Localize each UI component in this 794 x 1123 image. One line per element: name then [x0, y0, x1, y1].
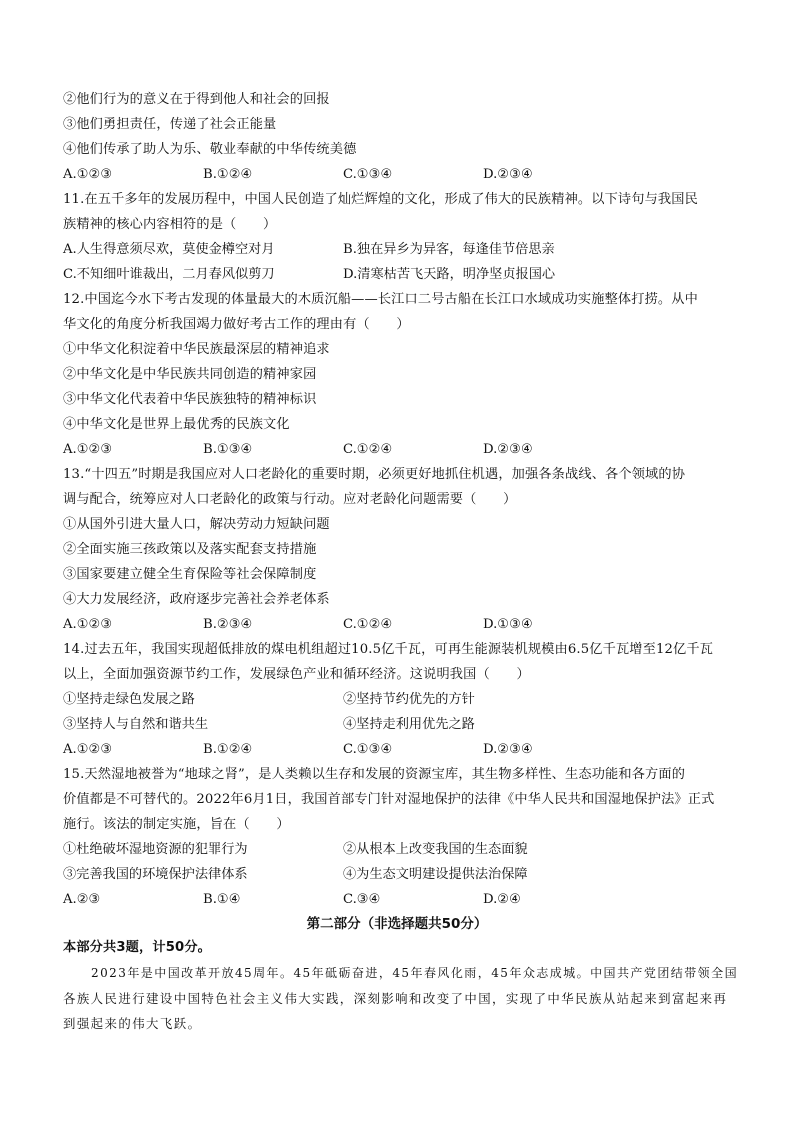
- q11-option-b: B.独在异乡为异客，每逢佳节倍思亲: [343, 242, 555, 257]
- q13-stem-line-2: 调与配合，统筹应对人口老龄化的政策与行动。应对老龄化问题需要（ ）: [63, 492, 517, 507]
- q10-item-4: ④他们传承了助人为乐、敬业奉献的中华传统美德: [63, 142, 357, 157]
- q14-option-c: C.①③④: [343, 742, 393, 757]
- q11-stem-line-2: 族精神的核心内容相符的是（ ）: [63, 217, 277, 232]
- q14-item-4: ④坚持走利用优先之路: [343, 717, 475, 732]
- q11-stem-line-1: 11.在五千多年的发展历程中，中国人民创造了灿烂辉煌的文化，形成了伟大的民族精神。以下诗句与我国民: [63, 192, 698, 207]
- q14-item-2: ②坚持节约优先的方针: [343, 692, 475, 707]
- q15-item-4: ④为生态文明建设提供法治保障: [343, 867, 528, 882]
- q11-option-a: A.人生得意须尽欢，莫使金樽空对月: [63, 242, 275, 257]
- q15-option-d: D.②④: [483, 892, 521, 907]
- q13-item-3: ③国家要建立健全生育保险等社会保障制度: [63, 567, 317, 582]
- q13-item-4: ④大力发展经济，政府逐步完善社会养老体系: [63, 592, 330, 607]
- q13-option-b: B.②③④: [203, 617, 253, 632]
- q12-option-d: D.②③④: [483, 442, 533, 457]
- q14-option-d: D.②③④: [483, 742, 533, 757]
- q15-item-2: ②从根本上改变我国的生态面貌: [343, 842, 528, 857]
- q13-item-2: ②全面实施三孩政策以及落实配套支持措施: [63, 542, 317, 557]
- q12-item-1: ①中华文化积淀着中华民族最深层的精神追求: [63, 342, 330, 357]
- q10-option-b: B.①②④: [203, 167, 253, 182]
- q12-option-a: A.①②③: [63, 442, 113, 457]
- q12-option-c: C.①②④: [343, 442, 393, 457]
- q14-item-1: ①坚持走绿色发展之路: [63, 692, 195, 707]
- q15-item-3: ③完善我国的环境保护法律体系: [63, 867, 248, 882]
- material-line-1: 2023年是中国改革开放45周年。45年砥砺奋进，45年春风化雨，45年众志成城。中国共产党团结带领全国: [91, 966, 739, 980]
- q14-option-b: B.①②④: [203, 742, 253, 757]
- q12-option-b: B.①③④: [203, 442, 253, 457]
- q14-stem-line-1: 14.过去五年，我国实现超低排放的煤电机组超过10.5亿千瓦，可再生能源装机规模由6.5亿千瓦增至12亿千瓦: [63, 642, 714, 657]
- q12-item-3: ③中华文化代表着中华民族独特的精神标识: [63, 392, 317, 407]
- q13-option-d: D.①③④: [483, 617, 533, 632]
- q15-stem-line-2: 价值都是不可替代的。2022年6月1日，我国首部专门针对湿地保护的法律《中华人民共和国湿地保护法》正式: [63, 792, 715, 807]
- material-line-3: 到强起来的伟大飞跃。: [63, 1016, 202, 1031]
- q13-option-c: C.①②④: [343, 617, 393, 632]
- q13-stem-line-1: 13.“十四五”时期是我国应对人口老龄化的重要时期，必须更好地抓住机遇，加强各条战线、各个领域的协: [63, 467, 686, 482]
- q12-item-4: ④中华文化是世界上最优秀的民族文化: [63, 417, 290, 432]
- q15-option-b: B.①④: [203, 892, 241, 907]
- part2-intro: 本部分共3题，计50分。: [63, 940, 212, 955]
- q14-option-a: A.①②③: [63, 742, 113, 757]
- q10-option-a: A.①②③: [63, 167, 113, 182]
- q10-option-d: D.②③④: [483, 167, 533, 182]
- q15-stem-line-3: 施行。该法的制定实施，旨在（ ）: [63, 817, 290, 832]
- q11-option-c: C.不知细叶谁裁出，二月春风似剪刀: [63, 267, 275, 282]
- q13-item-1: ①从国外引进大量人口，解决劳动力短缺问题: [63, 517, 330, 532]
- q10-item-3: ③他们勇担责任，传递了社会正能量: [63, 117, 277, 132]
- q12-stem-line-1: 12.中国迄今水下考古发现的体量最大的木质沉船——长江口二号古船在长江口水域成功实施整体打捞。从中: [63, 292, 698, 307]
- q15-item-1: ①杜绝破坏湿地资源的犯罪行为: [63, 842, 248, 857]
- q14-stem-line-2: 以上，全面加强资源节约工作，发展绿色产业和循环经济。这说明我国（ ）: [63, 667, 530, 682]
- q12-stem-line-2: 华文化的角度分析我国竭力做好考古工作的理由有（ ）: [63, 317, 410, 332]
- q10-item-2: ②他们行为的意义在于得到他人和社会的回报: [63, 92, 330, 107]
- q15-option-a: A.②③: [63, 892, 101, 907]
- q15-option-c: C.③④: [343, 892, 381, 907]
- q10-option-c: C.①③④: [343, 167, 393, 182]
- q11-option-d: D.清寒枯苦飞天路，明净坚贞报国心: [343, 267, 556, 282]
- q14-item-3: ③坚持人与自然和谐共生: [63, 717, 209, 732]
- material-line-2: 各族人民进行建设中国特色社会主义伟大实践，深刻影响和改变了中国，实现了中华民族从站起来到富起来再: [63, 991, 728, 1006]
- q13-option-a: A.①②③: [63, 617, 113, 632]
- q15-stem-line-1: 15.天然湿地被誉为“地球之肾”，是人类赖以生存和发展的资源宝库，其生物多样性、生态功能和各方面的: [63, 767, 686, 782]
- part2-heading: 第二部分（非选择题共50分）: [306, 916, 488, 932]
- q12-item-2: ②中华文化是中华民族共同创造的精神家园: [63, 367, 317, 382]
